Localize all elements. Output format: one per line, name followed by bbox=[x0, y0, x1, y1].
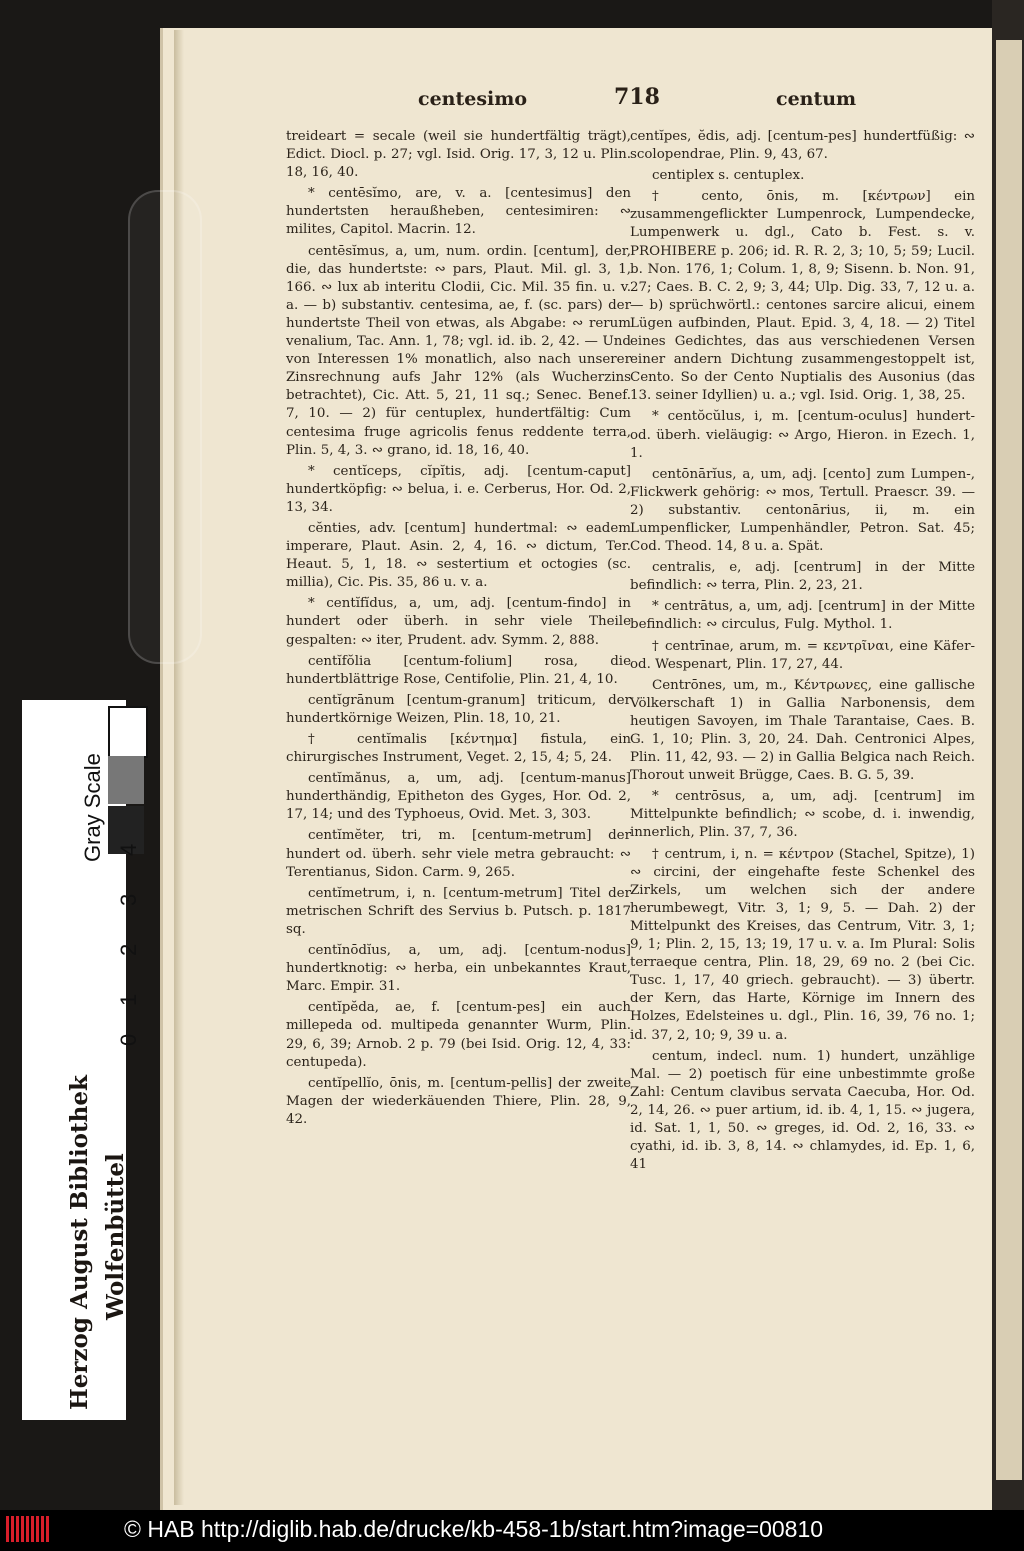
dictionary-entry: centōnārĭus, a, um, adj. [cento] zum Lumpen-, Flickwerk gehörig: ∾ mos, Tertull. Praescr. 39. — 2) substantiv. centonārius, ii, m. ein Lumpenflicker, Lumpenhändler, Petron. Sat. 45; Cod. Theod. 14, 8 u. a. Spät. bbox=[630, 466, 975, 555]
dictionary-entry: * centĭceps, cĭpĭtis, adj. [centum-caput] hundertköpfig: ∾ belua, i. e. Cerberus, Hor. Od. 2, 13, 34. bbox=[286, 463, 631, 515]
color-calibration-card bbox=[22, 700, 141, 1420]
dictionary-entry: * centŏcŭlus, i, m. [centum-oculus] hundert- od. überh. vieläugig: ∾ Argo, Hieron. in Ezech. 1, 1. bbox=[630, 409, 975, 461]
dictionary-entry: cĕnties, adv. [centum] hundertmal: ∾ eadem imperare, Plaut. Asin. 2, 4, 16. ∾ dictum, Ter. Heaut. 5, 1, 18. ∾ sestertium et octogies (sc. millia), Cic. Pis. 35, 86 u. v. a. bbox=[286, 520, 631, 591]
hab-logo-icon bbox=[6, 1516, 50, 1542]
right-column bbox=[630, 128, 975, 1177]
ruler-tick: 1 bbox=[116, 993, 141, 1006]
facing-page-sliver bbox=[996, 40, 1022, 1480]
ruler-tick: 0 bbox=[116, 1033, 141, 1046]
dictionary-entry: centĭmănus, a, um, adj. [centum-manus] hunderthändig, Epitheton des Gyges, Hor. Od. 2, 17, 14; und des Typhoeus, Ovid. Met. 3, 303. bbox=[286, 771, 631, 823]
running-head-right: centum bbox=[776, 88, 857, 110]
dictionary-entry: Centrōnes, um, m., Κέντρωνες, eine gallische Völkerschaft 1) in Gallia Narbonensis, dem heutigen Savoyen, im Thale Tarantaise, Caes. B. G. 1, 10; Plin. 3, 20, 24. Dah. Centronici Alpes, Plin. 11, 42, 93. — 2) in Gallia Belgica nach Reich. Thorout unweit Brügge, Caes. B. G. 5, 39. bbox=[630, 677, 975, 784]
ruler-tick: 4 bbox=[116, 843, 141, 856]
dictionary-entry: centiplex s. centuplex. bbox=[652, 168, 805, 184]
ruler-tick: 3 bbox=[116, 893, 141, 906]
dictionary-entry: † centrum, i, n. = κέντρον (Stachel, Spitze), 1) ∾ circini, der eingehafte feste Schenkel des Zirkels, um welchen sich der andere herumbewegt, Vitr. 3, 1; 9, 5. — Dah. 2) der Mittelpunkt des Kreises, das Centrum, Vitr. 3, 1; 9, 1; Plin. 2, 15, 13; 19, 17 u. v. a. Im Plural: Solis terraeque centra, Plin. 18, 29, 69 no. 2 (bei Cic. Tusc. 1, 17, 40 griech. gebraucht). — 3) übertr. der Kern, das Harte, Körnige im Innern des Holzes, Edelsteines u. dgl., Plin. 16, 39, 76 no. 1; id. 37, 2, 10; 9, 39 u. a. bbox=[630, 846, 975, 1043]
dictionary-entry: centĭfŏlia [centum-folium] rosa, die hundertblättrige Rose, Centifolie, Plin. 21, 4, 10. bbox=[286, 653, 631, 687]
facing-page-edge bbox=[992, 0, 1024, 1510]
ruler-tick: 2 bbox=[116, 943, 141, 956]
gray-patch-white bbox=[108, 706, 148, 758]
page-number: 718 bbox=[614, 84, 660, 110]
page-clip bbox=[128, 190, 202, 664]
dictionary-entry: centum, indecl. num. 1) hundert, unzählige Mal. — 2) poetisch für eine unbestimmte große Zahl: Centum clavibus servata Caecuba, Hor. Od. 2, 14, 26. ∾ puer artium, id. ib. 4, 1, 15. ∾ jugera, id. Sat. 1, 1, 50. ∾ greges, id. Od. 2, 16, 33. ∾ cyathi, id. ib. 3, 8, 14. ∾ chlamydes, id. Ep. 1, 6, 41 bbox=[630, 1048, 975, 1173]
dictionary-entry: * centrōsus, a, um, adj. [centrum] im Mittelpunkte befindlich; ∾ scobe, d. i. inwendig, innerlich, Plin. 37, 7, 36. bbox=[630, 789, 975, 841]
library-city: Wolfenbüttel bbox=[102, 1153, 129, 1320]
dictionary-entry: * centēsĭmo, are, v. a. [centesimus] den hundertsten heraußheben, centesimiren: ∾ milites, Capitol. Macrin. 12. bbox=[286, 186, 631, 238]
footer-bar bbox=[0, 1510, 1024, 1551]
dictionary-entry: * centĭfĭdus, a, um, adj. [centum-findo] in hundert oder überh. in sehr viele Theile gespalten: ∾ iter, Prudent. adv. Symm. 2, 888. bbox=[286, 596, 631, 648]
dictionary-entry: * centrātus, a, um, adj. [centrum] in der Mitte befindlich: ∾ circulus, Fulg. Mythol. 1. bbox=[630, 599, 975, 633]
dictionary-entry: centĭnōdĭus, a, um, adj. [centum-nodus] hundertknotig: ∾ herba, ein unbekanntes Kraut, Marc. Empir. 31. bbox=[286, 943, 631, 995]
dictionary-entry: centēsĭmus, a, um, num. ordin. [centum], der, die, das hundertste: ∾ pars, Plaut. Mil. gl. 3, 1, 166. ∾ lux ab interitu Clodii, Cic. Mil. 35 fin. u. v. a. — b) substantiv. centesima, ae, f. (sc. pars) der hundertste Theil von etwas, als Abgabe: ∾ rerum venalium, Tac. Ann. 1, 78; vgl. id. ib. 2, 42. — Und von Interessen 1% monatlich, also nach unserer Zinsrechnung aufs Jahr 12% (als Wucherzins betrachtet), Cic. Att. 5, 21, 11 sq.; Senec. Benef. 7, 10. — 2) für centuplex, hundertfältig: Cum centesima fruge agricolis fenus reddente terra, Plin. 5, 4, 3. ∾ grano, id. 18, 16, 40. bbox=[286, 243, 631, 458]
gray-scale-label: Gray Scale bbox=[80, 753, 105, 862]
dictionary-entry: centĭgrānum [centum-granum] triticum, der hundertkörnige Weizen, Plin. 18, 10, 21. bbox=[286, 692, 631, 726]
dictionary-entry: † cento, ōnis, m. [κέντρων] ein zusammengeflickter Lumpenrock, Lumpendecke, Lumpenwerk u. dgl., Cato b. Fest. s. v. PROHIBERE p. 206; id. R. R. 2, 3; 10, 5; 59; Lucil. b. Non. 176, 1; Colum. 1, 8, 9; Sisenn. b. Non. 91, 27; Caes. B. C. 2, 9; 3, 44; Ulp. Dig. 33, 7, 12 u. a. — b) sprüchwörtl.: centones sarcire alicui, einem Lügen aufbinden, Plaut. Epid. 3, 4, 18. — 2) Titel eines Gedichtes, das aus verschiedenen Versen einer andern Dichtung zusammengestoppelt ist, Cento. So der Cento Nuptialis des Ausonius (das 13. seiner Idyllien) u. a.; vgl. Isid. Orig. 1, 38, 25. bbox=[630, 189, 975, 404]
dictionary-entry: centĭpes, ĕdis, adj. [centum-pes] hundertfüßig: ∾ scolopendrae, Plin. 9, 43, 67. bbox=[630, 129, 975, 163]
left-column bbox=[286, 128, 631, 1132]
dictionary-entry: † centĭmalis [κέντημα] fistula, ein chirurgisches Instrument, Veget. 2, 15, 4; 5, 24. bbox=[286, 732, 631, 766]
dictionary-entry: † centrīnae, arum, m. = κεντρῖναι, eine Käfer- od. Wespenart, Plin. 17, 27, 44. bbox=[630, 638, 975, 672]
copyright-url[interactable]: © HAB http://diglib.hab.de/drucke/kb-458-1b/start.htm?image=00810 bbox=[124, 1516, 824, 1542]
dictionary-entry: centĭpĕda, ae, f. [centum-pes] ein auch millepeda od. multipeda genannter Wurm, Plin. 29, 6, 39; Arnob. 2 p. 79 (bei Isid. Orig. 12, 4, 33: centupeda). bbox=[286, 1000, 631, 1070]
library-name: Herzog August Bibliothek bbox=[66, 1075, 93, 1410]
dictionary-entry: centĭmĕter, tri, m. [centum-metrum] der hundert od. überh. sehr viele metra gebraucht: ∾ Terentianus, Sidon. Carm. 9, 265. bbox=[286, 828, 631, 880]
gray-patch-mid bbox=[108, 756, 144, 804]
dictionary-entry: treideart = secale (weil sie hundertfältig trägt), Edict. Diocl. p. 27; vgl. Isid. Orig. 17, 3, 12 u. Plin. 18, 16, 40. bbox=[286, 129, 631, 181]
running-head-left: centesimo bbox=[418, 88, 528, 110]
dictionary-entry: centĭpellĭo, ōnis, m. [centum-pellis] der zweite Magen der wiederkäuenden Thiere, Plin. 28, 9, 42. bbox=[286, 1075, 631, 1127]
dictionary-entry: centĭmetrum, i, n. [centum-metrum] Titel der metrischen Schrift des Servius b. Putsch. p. 1817 sq. bbox=[286, 885, 631, 937]
dictionary-entry: centralis, e, adj. [centrum] in der Mitte befindlich: ∾ terra, Plin. 2, 23, 21. bbox=[630, 560, 975, 594]
